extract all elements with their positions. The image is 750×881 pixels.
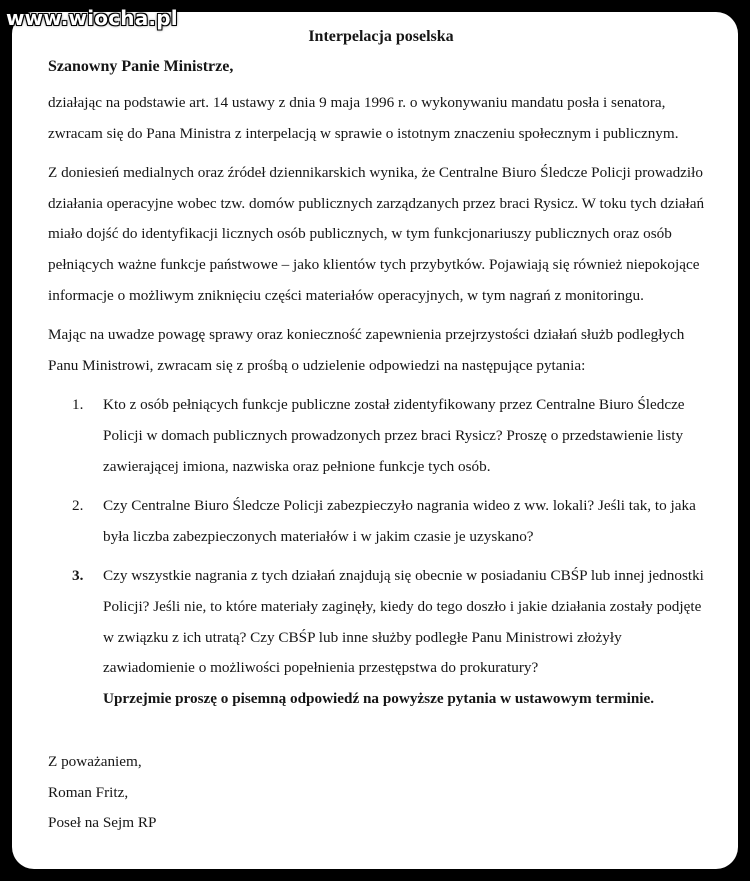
watermark-logo: www.wiocha.pl [6,6,178,30]
signer-name: Roman Fritz, [48,783,129,801]
question-text: Czy wszystkie nagrania z tych działań znajdują się obecnie w posiadaniu CBŚP lub innej jednostki Policji? Jeśli nie, to które materiały zaginęły, kiedy do tego doszło i jakie działania zostały podjęte w związku z ich utratą? Czy CBŚP lub inne służby podległe Panu Ministrowi złożyły zawiadomienie o możliwości popełnienia przestępstwa do prokuratury? [103,567,704,677]
question-number: 3. [72,567,84,585]
question-text: Czy Centralne Biuro Śledcze Policji zabezpieczyło nagrania wideo z ww. lokali? Jeśli tak, to jaka była liczba zabezpieczonych materiałów i w jakim czasie je uzyskano? [103,497,696,545]
questions-list [48,390,714,714]
question-number: 1. [72,396,84,414]
document-page [12,12,738,869]
paragraph-intro: działając na podstawie art. 14 ustawy z dnia 9 maja 1996 r. o wykonywaniu mandatu posła i senatora, zwracam się do Pana Ministra z interpelacją w sprawie o istotnym znaczeniu społecznym i publicznym. [48,94,679,142]
document-title: Interpelacja poselska [308,28,454,45]
signer-role: Poseł na Sejm RP [48,814,157,832]
greeting: Szanowny Panie Ministrze, [48,58,234,75]
question-number: 2. [72,497,84,515]
paragraph-context: Z doniesień medialnych oraz źródeł dziennikarskich wynika, że Centralne Biuro Śledcze Policji prowadziło działania operacyjne wobec tzw. domów publicznych zarządzanych przez braci Rysicz. W toku tych działań miało dojść do identyfikacji licznych osób publicznych, w tym funkcjonariuszy publicznych oraz osób pełniących ważne funkcje państwowe – jako klientów tych przybytków. Pojawiają się również niepokojące informacje o możliwym zniknięciu części materiałów operacyjnych, w tym nagrań z monitoringu. [48,164,705,304]
salutation: Z poważaniem, [48,753,142,771]
question-item [48,491,714,552]
question-text: Kto z osób pełniących funkcje publiczne został zidentyfikowany przez Centralne Biuro Śledcze Policji w domach publicznych prowadzonych przez braci Rysicz? Proszę o przedstawienie listy zawierającej imiona, nazwiska oraz pełnione funkcje tych osób. [103,396,685,475]
closing-request: Uprzejmie proszę o pisemną odpowiedź na powyższe pytania w ustawowym terminie. [103,689,655,707]
paragraph-request: Mając na uwadze powagę sprawy oraz konieczność zapewnienia przejrzystości działań służb podległych Panu Ministrowi, zwracam się z prośbą o udzielenie odpowiedzi na następujące pytania: [48,326,685,374]
question-item [48,390,714,482]
question-item [48,561,714,714]
signature-block [48,747,714,839]
